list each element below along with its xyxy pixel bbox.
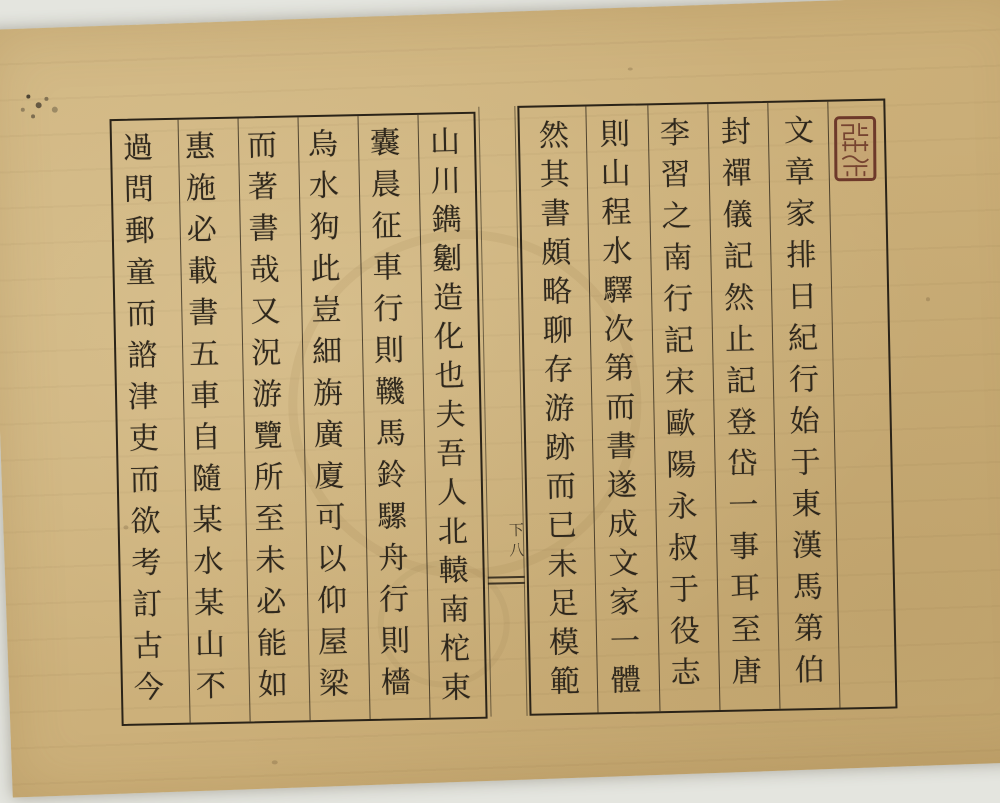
- text-column: 過問郵童而諮津吏而欲考訂古今: [116, 131, 164, 713]
- text-column: 惠施必載書五車自隨某水某山不: [178, 130, 226, 712]
- text-column: 烏水狗此豈細旃廣廈可以仰屋梁: [301, 127, 349, 710]
- page-number: 下八: [506, 521, 526, 563]
- text-column: 囊晨征車行則鞿馬鈴騾舟行則檣: [363, 126, 411, 708]
- text-column: 則山程水驛次第而書遂成文家一體: [593, 117, 641, 704]
- text-column: 而著書哉又況游覽所至未必能如: [240, 128, 288, 711]
- text-column: 然其書頗略聊存游跡而已未足模範: [532, 118, 580, 705]
- fold-double-line: [488, 582, 525, 585]
- text-column: 封禪儀記然止記登岱一事耳至唐: [714, 115, 762, 697]
- text-column: 李習之南行記宋歐陽永叔于役志: [653, 116, 701, 699]
- text-column: 文章家排日紀行始于東漢馬第伯: [777, 114, 825, 696]
- collector-seal-icon: [834, 116, 876, 181]
- column-rule: [827, 102, 840, 708]
- fold-double-line: [488, 576, 525, 579]
- text-column: 山川鐫劖造化也夫吾人北轅南柁束: [423, 125, 471, 711]
